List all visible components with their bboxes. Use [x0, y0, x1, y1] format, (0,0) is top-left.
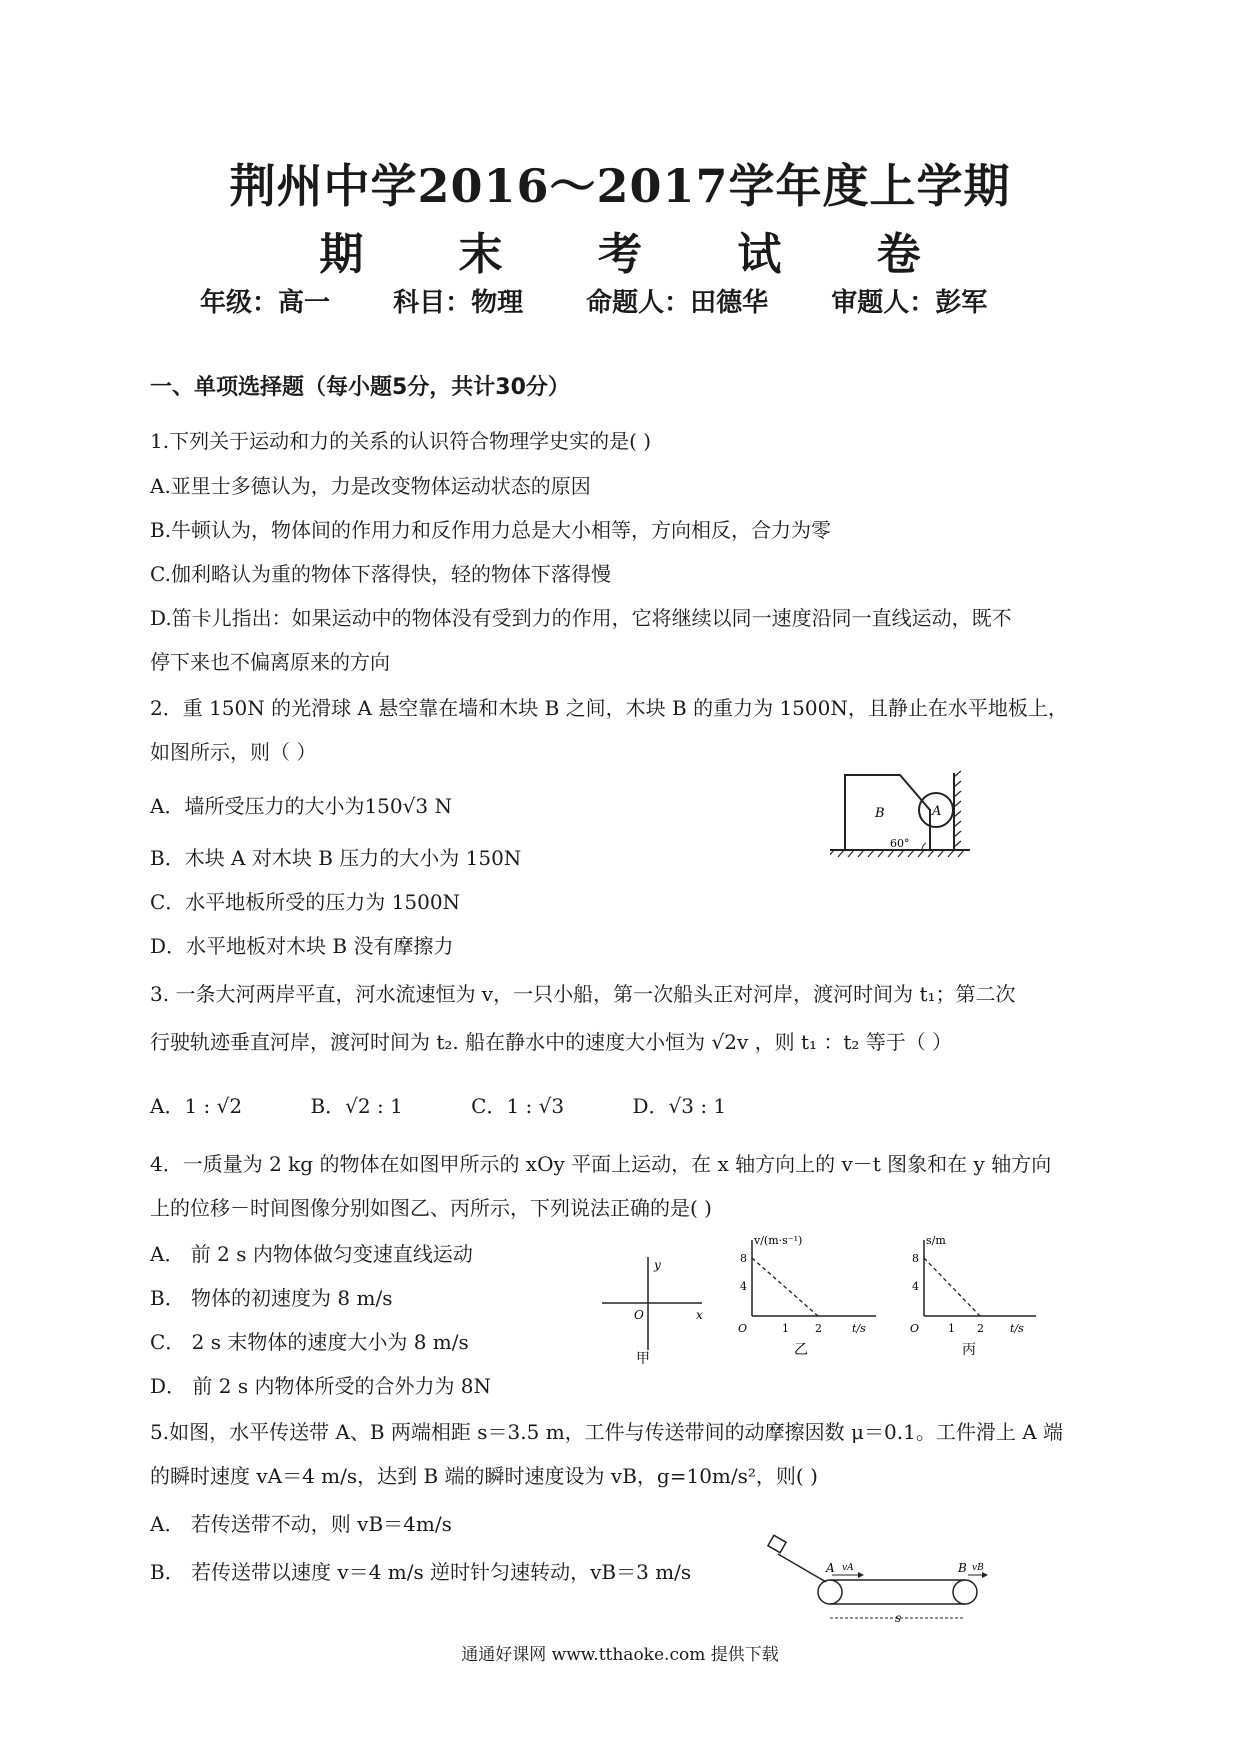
q5-fig-s: s [895, 1611, 902, 1625]
exam-subtitle: 期 末 考 试 卷 [319, 229, 961, 280]
q2-option-d: D．水平地板对木块 B 没有摩擦力 [150, 934, 454, 958]
jia-axis-x: x [696, 1308, 703, 1322]
q5-fig-a: A [826, 1561, 835, 1575]
grade-label: 年级：高一 [200, 288, 331, 318]
q4-stem-cont: 上的位移－时间图像分别如图乙、丙所示，下列说法正确的是( ) [150, 1196, 712, 1220]
q5-stem: 5.如图，水平传送带 A、B 两端相距 s＝3.5 m，工件与传送带间的动摩擦因数 μ＝0.1。工件滑上 A 端 [150, 1420, 1064, 1444]
q3-stem: 3. 一条大河两岸平直，河水流速恒为 v，一只小船，第一次船头正对河岸，渡河时间为 t₁；第二次 [150, 982, 1016, 1006]
q2-fig-label-b: B [875, 806, 885, 821]
yi-origin: O [738, 1322, 748, 1335]
q2-option-b: B．木块 A 对木块 B 压力的大小为 150N [150, 846, 522, 870]
jia-caption: 甲 [636, 1351, 650, 1365]
yi-t-label: t/s [852, 1322, 866, 1335]
q1-option-d-cont: 停下来也不偏离原来的方向 [150, 650, 390, 674]
q5-fig-vb: vB [972, 1563, 984, 1573]
q1-option-c: C.伽利略认为重的物体下落得快，轻的物体下落得慢 [150, 562, 611, 586]
footer-source: 通通好课网 www.tthaoke.com 提供下载 [461, 1645, 779, 1665]
q3-option-b: B．√2 : 1 [310, 1094, 403, 1118]
bing-tick-2: 2 [977, 1322, 984, 1335]
yi-tick-1: 1 [782, 1322, 789, 1335]
q4-figure-bing [910, 1232, 1040, 1362]
q5-stem-cont: 的瞬时速度 vA＝4 m/s，达到 B 端的瞬时速度设为 vB，g=10m/s²，则( ) [150, 1464, 818, 1488]
q5-fig-b: B [958, 1561, 967, 1575]
q1-stem: 1.下列关于运动和力的关系的认识符合物理学史实的是( ) [150, 429, 652, 453]
author-label: 命题人：田德华 [586, 288, 769, 318]
q4-option-a: A． 前 2 s 内物体做匀变速直线运动 [150, 1242, 473, 1266]
yi-caption: 乙 [794, 1342, 808, 1358]
q2-stem: 2．重 150N 的光滑球 A 悬空靠在墙和木块 B 之间，木块 B 的重力为 1500N，且静止在水平地板上， [150, 696, 1068, 720]
jia-axis-y: y [654, 1258, 661, 1272]
q3-option-a: A．1 : √2 [150, 1094, 243, 1118]
q1-option-a: A.亚里士多德认为，力是改变物体运动状态的原因 [150, 474, 591, 498]
q4-option-d: D． 前 2 s 内物体所受的合外力为 8N [150, 1374, 492, 1398]
q3-option-c: C．1 : √3 [471, 1094, 565, 1118]
bing-origin: O [910, 1322, 920, 1335]
q4-option-b: B． 物体的初速度为 8 m/s [150, 1286, 393, 1310]
q4-option-c: C． 2 s 末物体的速度大小为 8 m/s [150, 1330, 469, 1354]
q1-option-d: D.笛卡儿指出：如果运动中的物体没有受到力的作用，它将继续以同一速度沿同一直线运动，既不 [150, 606, 1012, 630]
q5-option-a: A． 若传送带不动，则 vB＝4m/s [150, 1512, 452, 1536]
q4-figure-yi [738, 1232, 878, 1362]
reviewer-label: 审题人：彭军 [831, 288, 988, 318]
q2-stem-cont: 如图所示，则（ ） [150, 740, 317, 764]
subject-label: 科目：物理 [393, 288, 524, 318]
yi-tick-8: 8 [740, 1252, 747, 1265]
jia-axis-o: O [634, 1308, 644, 1322]
q2-option-a: A．墙所受压力的大小为150√3 N [150, 794, 452, 818]
q5-fig-va: vA [842, 1563, 854, 1573]
exam-meta [200, 282, 1100, 319]
exam-title: 荆州中学2016～2017学年度上学期 [229, 159, 1011, 213]
yi-ylabel: v/(m·s⁻¹) [754, 1234, 803, 1247]
q5-option-b: B． 若传送带以速度 v＝4 m/s 逆时针匀速转动，vB＝3 m/s [150, 1560, 692, 1584]
q1-option-b: B.牛顿认为，物体间的作用力和反作用力总是大小相等，方向相反，合力为零 [150, 518, 832, 542]
bing-tick-8: 8 [912, 1252, 919, 1265]
q3-stem-cont: 行驶轨迹垂直河岸，渡河时间为 t₂. 船在静水中的速度大小恒为 √2v ，则 t₁ ：t₂ 等于（ ） [150, 1030, 953, 1054]
yi-tick-2: 2 [815, 1322, 822, 1335]
q4-figure-jia [600, 1255, 710, 1365]
yi-tick-4: 4 [740, 1280, 747, 1293]
q2-figure [830, 765, 980, 865]
q2-fig-angle: 60° [890, 837, 910, 850]
section-heading: 一、单项选择题（每小题5分，共计30分） [150, 375, 570, 400]
bing-tick-1: 1 [948, 1322, 955, 1335]
q3-option-d: D．√3 : 1 [632, 1094, 727, 1118]
bing-t-label: t/s [1010, 1322, 1024, 1335]
q2-fig-label-a: A [932, 804, 942, 819]
q3-options [150, 1090, 788, 1119]
q2-option-c: C．水平地板所受的压力为 1500N [150, 890, 461, 914]
bing-tick-4: 4 [912, 1280, 919, 1293]
bing-caption: 丙 [962, 1342, 976, 1358]
q5-figure [760, 1530, 990, 1630]
q4-stem: 4．一质量为 2 kg 的物体在如图甲所示的 xOy 平面上运动，在 x 轴方向上的 v－t 图象和在 y 轴方向 [150, 1152, 1052, 1176]
bing-ylabel: s/m [926, 1234, 946, 1247]
